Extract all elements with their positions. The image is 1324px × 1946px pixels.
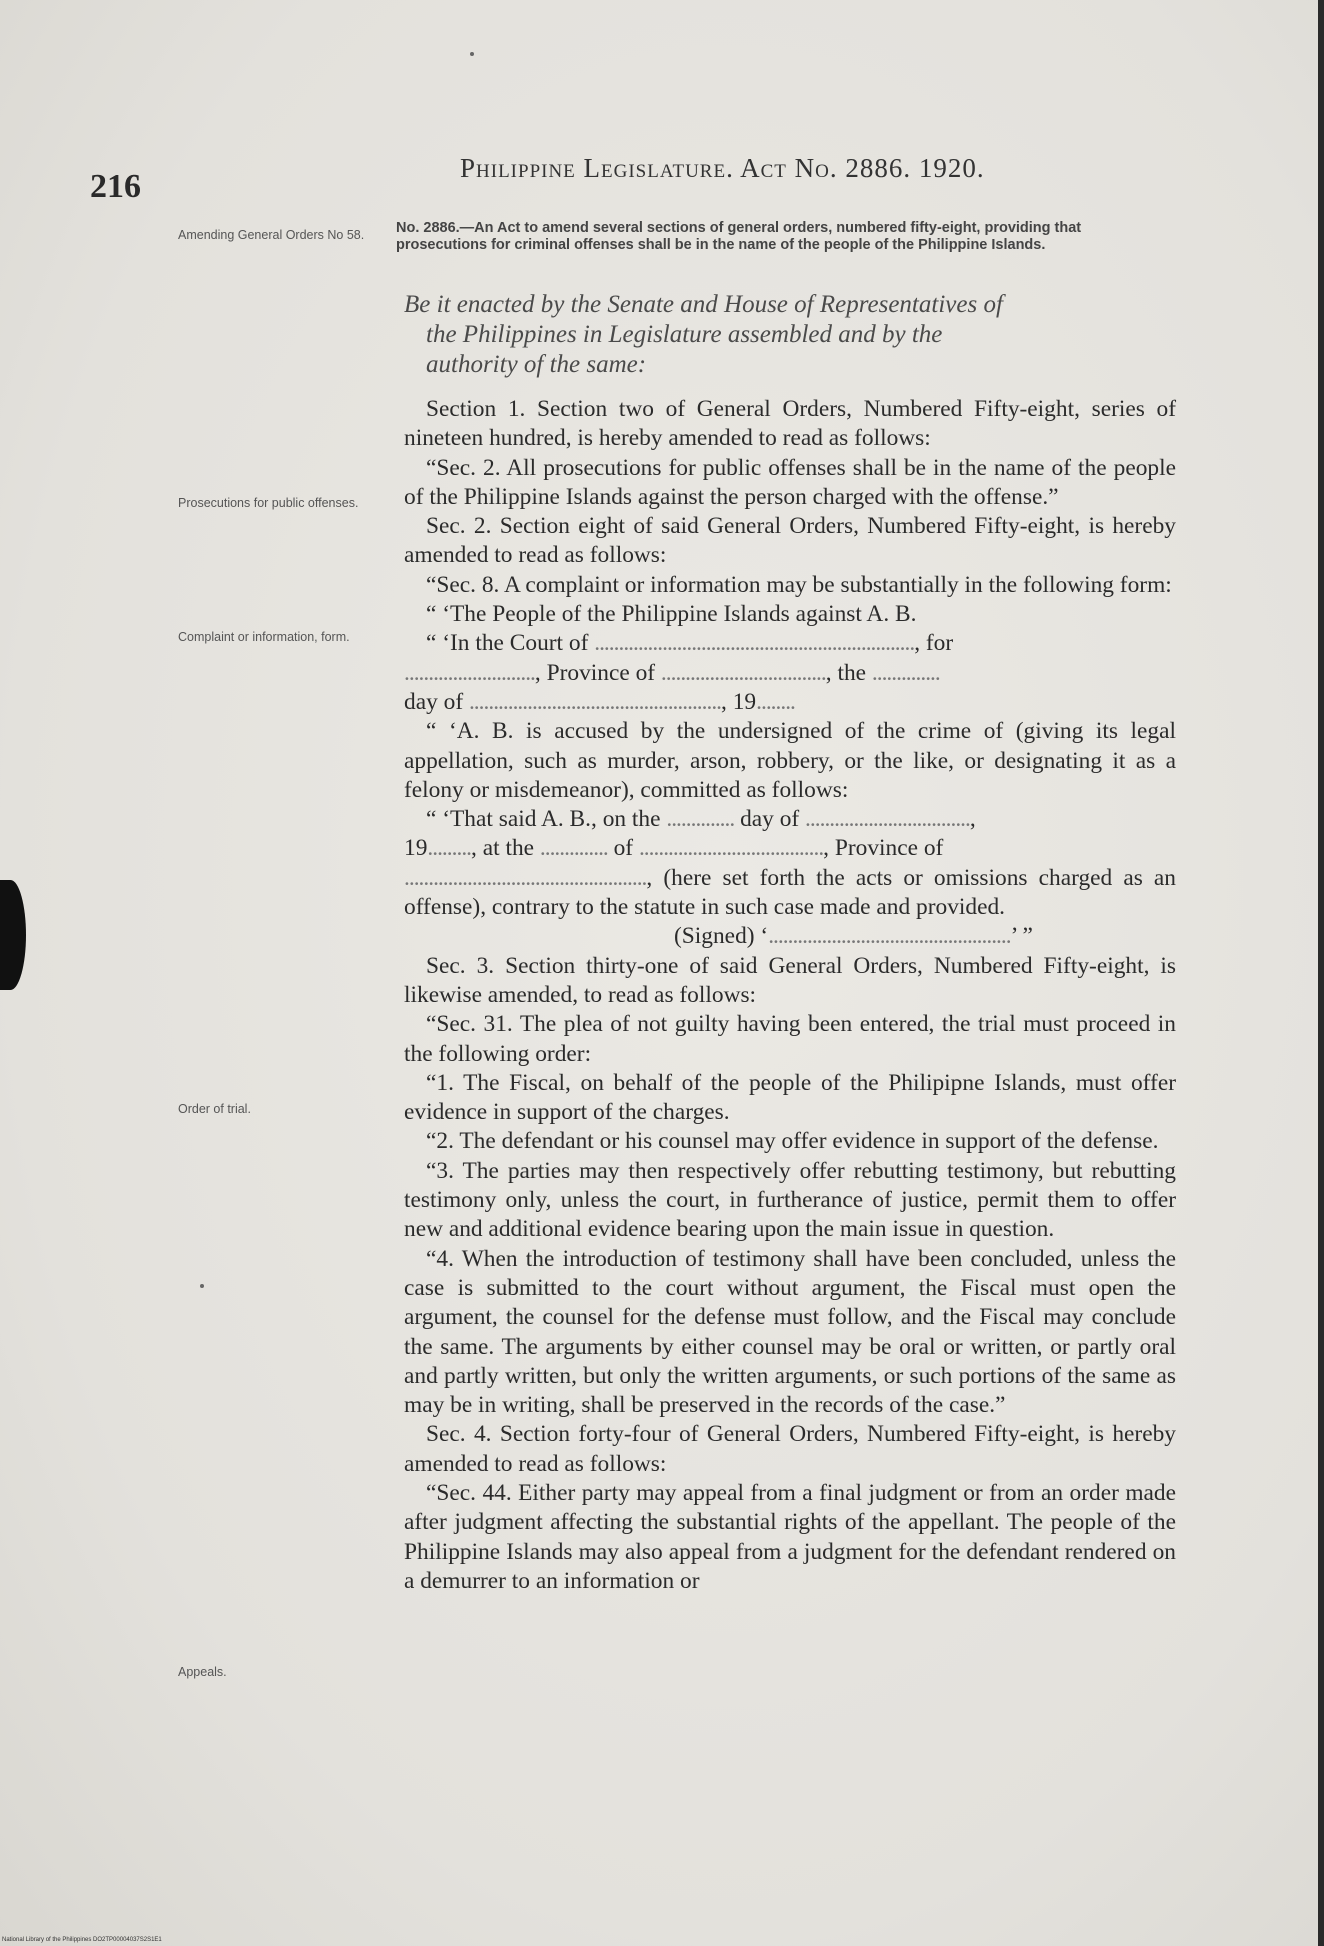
- margin-note-amending: Amending General Orders No 58.: [178, 228, 365, 242]
- scan-finger-shadow: [0, 880, 26, 990]
- form-text: 19: [404, 835, 428, 862]
- form-blank: ....................................................: [468, 688, 722, 715]
- margin-note-order-of-trial: Order of trial.: [178, 1102, 251, 1116]
- enacting-line-3: authority of the same:: [426, 351, 647, 378]
- scan-edge-shadow: [1318, 0, 1324, 1946]
- form-blank: ...........................: [404, 659, 535, 686]
- form-blank: ..................................: [660, 659, 826, 686]
- running-head: Philippine Legislature. Act No. 2886. 1920.: [460, 153, 985, 183]
- form-blank: ........: [756, 688, 795, 715]
- form-text: of: [607, 835, 639, 862]
- section-3-quote: “Sec. 31. The plea of not guilty having been entered, the trial must proceed in the following order:: [404, 1011, 1176, 1067]
- form-text: day of: [734, 806, 806, 833]
- form-acts-line: [404, 864, 1176, 923]
- form-accusation: “ ‘A. B. is accused by the undersigned of the crime of (giving its legal appellation, such as murder, arson, robbery, or the like, or designating it as a felony or misdemeanor), committed as follows:: [404, 718, 1176, 803]
- section-1-quote: “Sec. 2. All prosecutions for public offenses shall be in the name of the people of the Philippine Islands against the person charged with the offense.”: [404, 454, 1176, 510]
- form-text: , at the: [471, 835, 540, 862]
- form-blank: ..................................: [805, 806, 970, 833]
- form-text: , 19: [721, 688, 757, 715]
- act-title: [396, 220, 1176, 254]
- form-blank: ..............: [666, 806, 735, 833]
- form-blank: ......................................: [638, 835, 824, 862]
- form-text: , Province of: [534, 659, 661, 686]
- scan-footer-credit: National Library of the Philippines DO2TP00004037S2S1E1: [2, 1937, 162, 1943]
- act-title-text: —An Act to amend several sections of general orders, numbered fifty-eight, providing that prosecutions for criminal offenses shall be in the name of the people of the Philippine Islands.: [396, 220, 1082, 253]
- form-blank: ..................................................................: [594, 630, 915, 657]
- margin-note-prosecutions: Prosecutions for public offenses.: [178, 496, 359, 510]
- section-1: Section 1. Section two of General Orders, Numbered Fifty-eight, series of nineteen hundred, is hereby amended to read as follows:: [404, 396, 1176, 452]
- scan-speck: [200, 1284, 204, 1288]
- form-blank: ..................................................: [404, 864, 647, 891]
- form-blank: ..............: [871, 659, 940, 686]
- form-signature-line: [404, 922, 1176, 951]
- form-caption: “ ‘The People of the Philippine Islands against A. B.: [426, 601, 917, 628]
- form-text: , Province of: [823, 835, 944, 862]
- section-2: Sec. 2. Section eight of said General Orders, Numbered Fifty-eight, is hereby amended to read as follows:: [404, 513, 1176, 569]
- margin-note-complaint: Complaint or information, form.: [178, 630, 350, 644]
- page-number: 216: [90, 168, 141, 205]
- section-3: Sec. 3. Section thirty-one of said General Orders, Numbered Fifty-eight, is likewise amended, to read as follows:: [404, 952, 1176, 1008]
- form-text: day of: [404, 688, 469, 715]
- form-court-line: [404, 629, 1176, 658]
- form-blank: ..................................................: [768, 923, 1011, 950]
- form-blank: .........: [427, 835, 472, 862]
- trial-order-item-3: “3. The parties may then respectively offer rebutting testimony, but rebutting testimony only, unless the court, in furtherance of justice, permit them to offer new and additional evidence bearing upon the main issue in question.: [404, 1157, 1176, 1243]
- enacting-line-2: the Philippines in Legislature assembled and by the: [426, 321, 943, 348]
- form-blank: ..............: [539, 835, 608, 862]
- form-text: , (here set forth the acts or omissions charged as an offense), contrary to the statute in such case made and provided.: [404, 864, 1176, 921]
- enacting-line-1: Be it enacted by the Senate and House of Representatives of: [404, 291, 1003, 318]
- form-year-line: [404, 834, 1176, 863]
- form-day-line: [404, 688, 1176, 717]
- form-that-said-line: “ ‘That said A. B., on the .............. day of ..................................,: [426, 806, 976, 833]
- scan-speck: [470, 52, 474, 56]
- form-province-line: [404, 659, 1176, 688]
- section-4-quote: “Sec. 44. Either party may appeal from a final judgment or from an order made after judgment affecting the substantial rights of the appellant. The people of the Philippine Islands may also appeal from a judgment for the defendant rendered on a demurrer to an information or: [404, 1479, 1176, 1594]
- trial-order-item-4: “4. When the introduction of testimony shall have been concluded, unless the case is submitted to the court without argument, the Fiscal must open the argument, the counsel for the defense must follow, and the Fiscal may conclude the same. The arguments by either counsel may be oral or written, or partly oral and partly written, but only the written arguments, or such portions of the same as may be in writing, shall be preserved in the records of the case.”: [404, 1245, 1176, 1419]
- margin-note-appeals: Appeals.: [178, 1665, 227, 1679]
- form-signed-label: (Signed) ‘: [674, 923, 769, 950]
- trial-order-item-1: “1. The Fiscal, on behalf of the people of the Philipipne Islands, must offer evidence in support of the charges.: [404, 1069, 1176, 1126]
- form-text: “ ‘That said A. B., on the: [426, 806, 667, 833]
- enacting-clause: [404, 290, 1174, 380]
- form-text: , the: [825, 659, 872, 686]
- section-4: Sec. 4. Section forty-four of General Orders, Numbered Fifty-eight, is hereby amended to read as follows:: [404, 1421, 1176, 1477]
- form-text: , for: [914, 630, 954, 657]
- form-text: ’ ”: [1010, 923, 1033, 950]
- form-text: “ ‘In the Court of: [426, 630, 595, 657]
- section-2-quote: “Sec. 8. A complaint or information may be substantially in the following form:: [426, 571, 1172, 598]
- trial-order-item-2: “2. The defendant or his counsel may offer evidence in support of the defense.: [426, 1128, 1159, 1155]
- act-number: No. 2886.: [396, 220, 460, 236]
- body-text: [404, 395, 1176, 1596]
